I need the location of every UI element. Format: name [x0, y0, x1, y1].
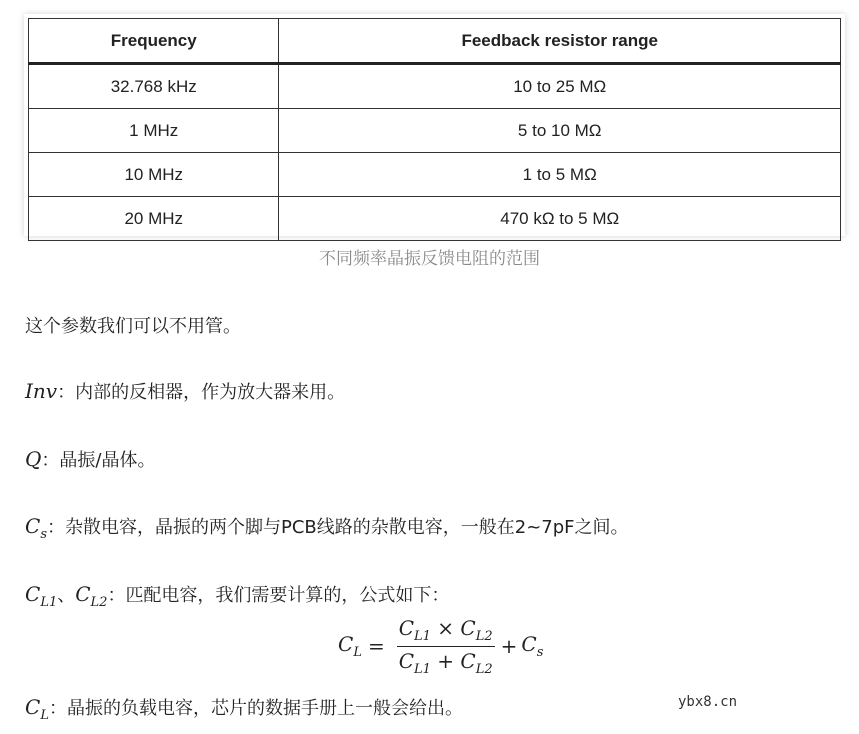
symbol-cs: $C_s$ — [25, 514, 47, 542]
cl12-description: 匹配电容，我们需要计算的，公式如下： — [125, 585, 450, 606]
watermark: ybx8.cn — [678, 694, 738, 710]
table-header-row — [29, 19, 841, 64]
cell-resistor-range: 1 to 5 MΩ — [279, 153, 841, 197]
cell-resistor-range: 470 kΩ to 5 MΩ — [279, 197, 841, 241]
symbol-cl1: $C_{L1}$ — [25, 582, 58, 610]
frequency-resistor-table-card — [24, 14, 845, 236]
formula-lhs: $C_L$ — [338, 632, 362, 660]
formula-equals: = — [367, 634, 385, 658]
cs-description: 杂散电容，晶振的两个脚与PCB线路的杂散电容，一般在2~7pF之间。 — [64, 517, 629, 538]
paragraph-cl — [25, 694, 463, 723]
separator: ： — [48, 698, 67, 719]
cell-frequency: 10 MHz — [29, 153, 279, 197]
symbol-inv: Inv — [25, 379, 58, 403]
separator: ： — [46, 517, 65, 538]
formula-fraction — [397, 616, 495, 677]
symbol-q: Q — [25, 447, 42, 471]
frequency-resistor-table — [28, 18, 841, 241]
separator: ： — [107, 585, 126, 606]
formula-numerator: $C_{L1} \times C_{L2}$ — [397, 616, 495, 647]
table-row — [29, 153, 841, 197]
q-description: 晶振/晶体。 — [59, 450, 156, 471]
cell-resistor-range: 10 to 25 MΩ — [279, 64, 841, 109]
paragraph-ignore-param: 这个参数我们可以不用管。 — [25, 316, 241, 337]
joiner: 、 — [57, 585, 76, 606]
separator: ： — [57, 382, 76, 403]
paragraph-inv — [25, 378, 345, 404]
symbol-cl: $C_L$ — [25, 695, 49, 723]
symbol-cl2: $C_{L2}$ — [75, 582, 108, 610]
table-row — [29, 197, 841, 241]
paragraph-q — [25, 446, 155, 472]
cell-resistor-range: 5 to 10 MΩ — [279, 109, 841, 153]
paragraph-cl1-cl2 — [25, 581, 449, 610]
cl-description: 晶振的负载电容，芯片的数据手册上一般会给出。 — [66, 698, 463, 719]
cell-frequency: 32.768 kHz — [29, 64, 279, 109]
formula-cs: $C_s$ — [521, 632, 544, 660]
table-row — [29, 109, 841, 153]
load-capacitance-formula — [338, 615, 544, 677]
separator: ： — [41, 450, 60, 471]
header-resistor-range: Feedback resistor range — [279, 19, 841, 64]
formula-denominator: $C_{L1} + C_{L2}$ — [398, 648, 493, 677]
cell-frequency: 20 MHz — [29, 197, 279, 241]
inv-description: 内部的反相器，作为放大器来用。 — [75, 382, 346, 403]
header-frequency: Frequency — [29, 19, 279, 64]
paragraph-cs — [25, 513, 629, 542]
formula-plus: + — [500, 634, 518, 658]
table-row — [29, 64, 841, 109]
cell-frequency: 1 MHz — [29, 109, 279, 153]
table-caption: 不同频率晶振反馈电阻的范围 — [319, 249, 540, 269]
